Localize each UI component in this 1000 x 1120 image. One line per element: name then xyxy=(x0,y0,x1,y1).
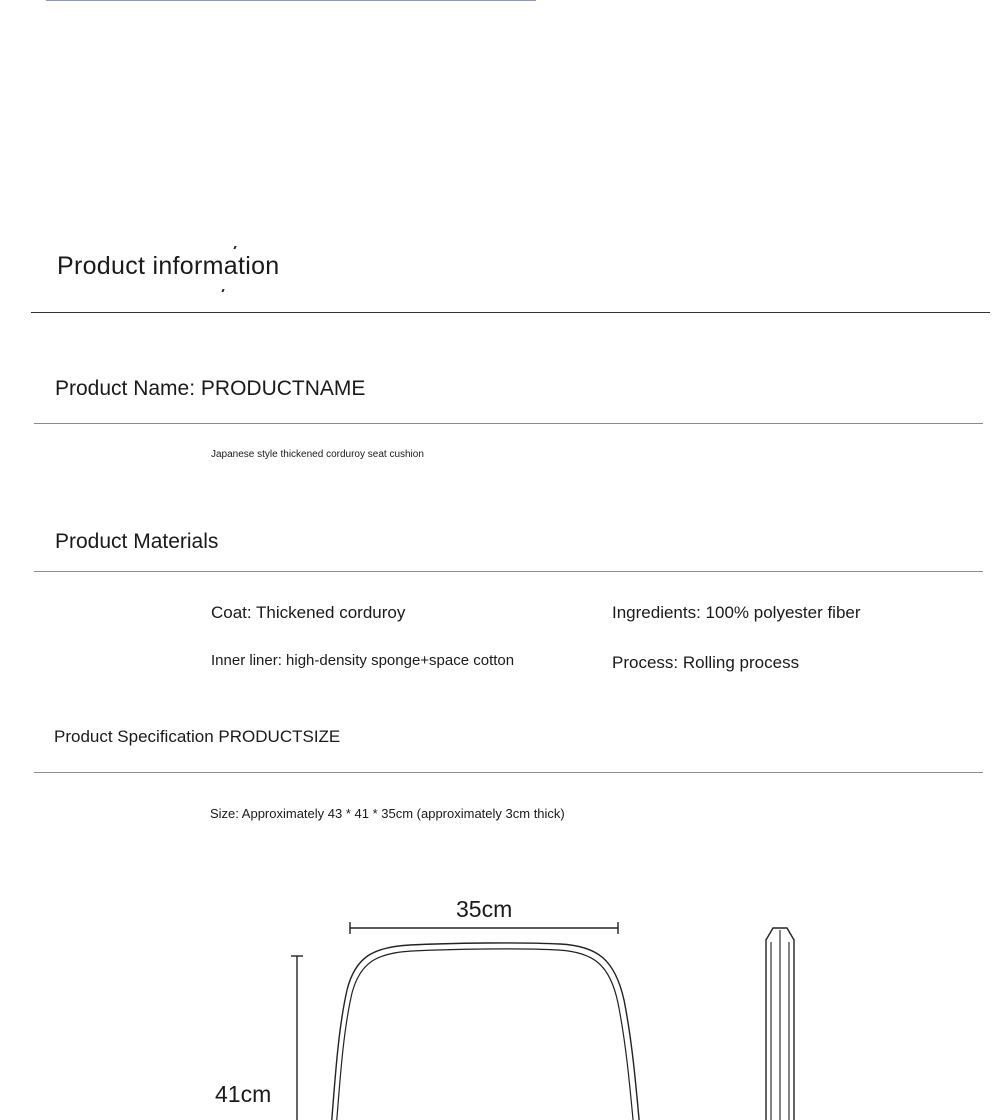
height-dimension-line xyxy=(291,956,303,1120)
material-process: Process: Rolling process xyxy=(612,653,800,672)
height-label: 41cm xyxy=(215,1081,272,1107)
cushion-front-inner xyxy=(336,949,634,1120)
cushion-front-outline xyxy=(331,943,640,1120)
width-label: 35cm xyxy=(456,896,513,922)
width-dimension-line xyxy=(350,922,618,934)
material-coat: Coat: Thickened corduroy xyxy=(211,603,406,622)
size-text: Size: Approximately 43 * 41 * 35cm (approximately 3cm thick) xyxy=(210,806,565,821)
specification-heading: Product Specification PRODUCTSIZE xyxy=(54,727,341,746)
cushion-side-inner xyxy=(771,930,789,1120)
product-description: Japanese style thickened corduroy seat cushion xyxy=(211,449,424,460)
material-inner-liner: Inner liner: high-density sponge+space cotton xyxy=(211,652,515,669)
materials-heading: Product Materials xyxy=(55,530,219,553)
material-ingredients: Ingredients: 100% polyester fiber xyxy=(612,603,861,622)
product-information-heading: Product information xyxy=(57,252,280,280)
product-name-label: Product Name: PRODUCTNAME xyxy=(55,377,366,400)
